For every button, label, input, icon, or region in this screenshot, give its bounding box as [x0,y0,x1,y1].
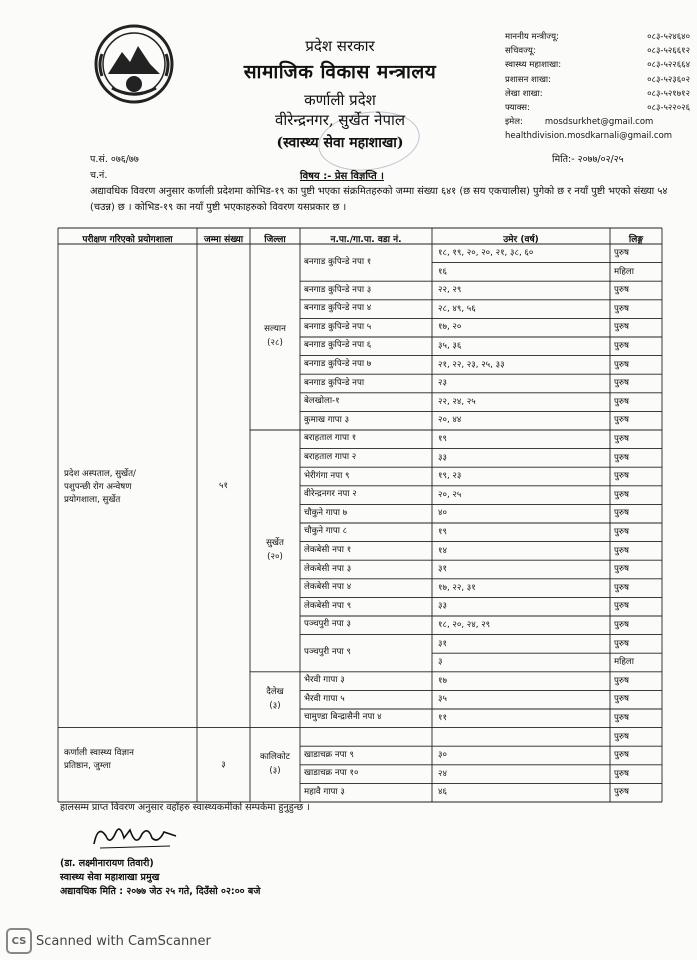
age-cell: १९, २३ [438,471,462,482]
lab-name: पशुपन्छी रोग अन्वेषण [64,481,132,492]
lab-name: कर्णाली स्वास्थ्य विज्ञान [64,747,134,758]
contact-label: सचिवज्यू: [505,46,536,57]
age-cell: २०, २५ [438,489,462,500]
district-name: दैलेख [266,686,284,697]
reference-number: प.सं. ०७६/७७ [90,154,139,165]
scanner-text: Scanned with CamScanner [36,933,211,949]
place-cell: चौकुने गापा ८ [304,526,348,537]
email-primary[interactable]: mosdsurkhet@gmail.com [544,117,654,128]
place-cell: भैरवी गापा ३ [304,675,345,686]
contact-label: फ्याक्स: [505,103,530,114]
gender-cell: पुरुष [614,434,629,444]
age-cell: १८, २०, २४, २९ [438,620,491,630]
district-name: सल्यान [264,324,286,334]
district-case-count: (२८) [267,338,283,348]
contact-value: ०८३-५२६६१२ [647,46,690,57]
gender-cell: पुरुष [614,787,629,798]
age-cell: ४६ [438,787,447,798]
age-cell: १७ [438,675,447,686]
age-cell: १६ [438,266,447,277]
gender-cell: पुरुष [614,378,629,389]
age-cell: १४ [438,545,447,556]
gender-cell: महिला [614,657,634,668]
age-cell: २०, ४४ [438,415,462,426]
district-case-count: (३) [269,700,281,711]
age-cell: ३ [438,657,443,668]
contact-value: ०८३-५२४६४० [647,32,690,42]
age-cell: ३० [438,750,447,761]
place-cell: बनगाड कुपिन्डे नपा ६ [304,340,372,351]
gender-cell: पुरुष [614,415,629,426]
lab-name: प्रदेश अस्पताल, सुर्खेत/ [64,468,136,479]
gender-cell: पुरुष [614,341,629,351]
table-header-cell: परीक्षण गरिएको प्रयोगशाला [82,235,173,245]
district-case-count: (३) [269,765,281,776]
age-cell: २४ [438,768,447,779]
age-cell: १७, २२, ३१ [438,582,476,593]
age-cell: ११ [438,713,447,723]
place-cell: बनगाड कुपिन्डे नपा [304,377,365,388]
gender-cell: पुरुष [614,322,629,333]
place-cell: चामुण्डा बिन्द्रासैनी नपा ४ [304,712,382,723]
intro-paragraph: अद्यावधिक विवरण अनुसार कर्णाली प्रदेशमा कोभिड-१९ का पुष्टी भएका संक्रमितहरुको जम्मा संख्या ६४१ (छ सय एकचालीस) पुगेको छ र नयाँ पुष्टी भएको संख्या ५४ (चउन्न) छ । कोभिड-१९ का नयाँ पुष्टी भएकाहरुको विवरण यसप्रकार छ । [90,186,668,213]
table-header-cell: न.पा./गा.पा. वडा नं. [330,235,402,245]
contact-value: ०८३-५२२०२६ [647,103,690,114]
place-cell: बराहताल गापा १ [304,433,357,444]
age-cell: १९ [438,527,447,537]
place-cell: भेरीगंगा नपा ९ [304,470,350,481]
ministry-title: सामाजिक विकास मन्त्रालय [243,61,437,83]
place-cell: पञ्चपुरी नपा ३ [304,619,351,630]
gender-cell: पुरुष [614,675,629,686]
place-cell: चौकुने गापा ७ [304,507,348,518]
place-cell: खाडाचक्र नपा ९ [304,749,354,760]
place-cell: बनगाड कुपिन्डे नपा ४ [304,303,372,314]
contact-value: ०८३-५२२६६४ [647,60,690,71]
age-cell: २२, २९ [438,285,462,296]
gender-cell: पुरुष [614,545,629,556]
gender-cell: पुरुष [614,489,629,500]
age-cell: १९ [438,434,447,444]
gender-cell: पुरुष [614,620,629,630]
division-name: (स्वास्थ्य सेवा महाशाखा) [276,135,404,151]
place-cell: बराहताल गापा २ [304,451,357,462]
subject-line: विषय :- प्रेस विज्ञप्ति । [300,171,384,182]
lab-name: प्रतिष्ठान, जुम्ला [64,760,111,771]
age-cell: २३ [438,378,447,389]
age-cell: ३३ [438,601,447,612]
gender-cell: पुरुष [614,694,629,705]
district-name: कालिकोट [259,751,291,762]
place-cell: बनगाड कुपिन्डे नपा ५ [304,321,372,332]
place-cell: खाडाचक्र नपा १० [304,768,359,779]
place-cell: लेकबेसी नपा १ [304,544,352,555]
gender-cell: पुरुष [614,248,629,258]
gender-cell: पुरुष [614,564,629,575]
gender-cell: पुरुष [614,508,629,519]
table-header-cell: लिङ्ग [628,235,644,245]
place-cell: बनगाड कुपिन्डे नपा १ [304,256,372,267]
age-cell: २२, २४, २५ [438,396,476,407]
camscanner-logo-icon: CS [6,928,32,954]
contact-label: लेखा शाखा: [505,88,543,99]
district-name: सुर्खेत [266,537,284,548]
letter-date: मिति:- २०७७/०२/२५ [552,154,624,165]
table-header-cell: जिल्ला [264,235,286,245]
place-cell: पञ्चपुरी नपा ९ [304,647,351,658]
gender-cell: पुरुष [614,359,629,370]
place-cell: बनगाड कुपिन्डे नपा ३ [304,284,372,295]
footer-note: हालसम्म प्राप्त विवरण अनुसार वहाँहरु स्वास्थ्यकर्मीको सम्पर्कमा हुनुहुन्छ । [60,802,310,813]
province-name: कर्णाली प्रदेश [304,91,376,109]
lab-name: प्रयोगशाला, सुर्खेत [64,494,121,505]
age-cell: २१, २२, २३, २५, ३३ [438,359,505,370]
scanner-watermark [0,926,211,956]
table-header-cell: उमेर (वर्ष) [503,235,539,245]
gender-cell: पुरुष [614,582,629,593]
place-cell: महावै गापा ३ [304,786,345,797]
gender-cell: पुरुष [614,527,629,537]
email-secondary[interactable]: healthdivision.mosdkarnali@gmail.com [505,131,673,142]
age-cell: ३१ [438,638,447,649]
age-cell: ३३ [438,452,447,463]
email-label: इमेल: [505,117,523,128]
gender-cell: पुरुष [614,452,629,463]
gender-cell: पुरुष [614,285,629,296]
signatory-name: (डा. लक्ष्मीनारायण तिवारी) [60,858,154,869]
age-cell: ३१ [438,564,447,575]
table-header-cell: जम्मा संख्या [203,235,244,245]
place-cell: लेकबेसी नपा ३ [304,563,352,574]
place-cell: भैरवी गापा ५ [304,693,345,704]
place-cell: वीरेन्द्रनगर नपा २ [304,489,357,500]
age-cell: १८, १९, २०, २०, २१, ३८, ६० [438,248,534,258]
gender-cell: पुरुष [614,303,629,314]
age-cell: २८, ४९, ५६ [438,303,476,314]
contact-label: प्रशासन शाखा: [505,74,551,85]
signatory-title: स्वास्थ्य सेवा महाशाखा प्रमुख [60,872,160,883]
age-cell: ४० [438,508,447,519]
place-cell: लेकबेसी नपा ४ [304,582,352,593]
gender-cell: पुरुष [614,768,629,779]
gender-cell: पुरुष [614,471,629,482]
lab-case-count: ३ [221,759,226,770]
gender-cell: पुरुष [614,750,629,761]
age-cell: १७, २० [438,322,462,333]
age-cell: ३५, ३६ [438,341,462,351]
contact-label: माननीय मन्त्रीज्यू: [505,32,559,42]
gender-cell: पुरुष [614,731,629,742]
header-line-1: प्रदेश सरकार [305,37,375,55]
place-cell: कुमाख गापा ३ [304,414,350,425]
gender-cell: पुरुष [614,396,629,407]
gender-cell: पुरुष [614,713,629,723]
contact-label: स्वास्थ्य महाशाखा: [505,60,562,71]
signature [90,818,180,854]
place-cell: बेलखोला-१ [304,396,340,407]
place-cell: लेकबेसी नपा ९ [304,600,352,611]
gender-cell: महिला [614,266,634,277]
contact-value: ०८३-५२१७१२ [647,88,690,99]
lab-case-count: ५१ [219,480,228,491]
contact-value: ०८३-५२३६०२ [647,74,690,85]
gender-cell: पुरुष [614,638,629,649]
place-cell: बनगाड कुपिन्डे नपा ७ [304,358,372,369]
dispatch-number: च.नं. [90,170,108,181]
address-line: वीरेन्द्रनगर, सुर्खेत नेपाल [274,111,406,129]
district-case-count: (२०) [267,551,283,562]
gender-cell: पुरुष [614,601,629,612]
update-timestamp: अद्यावधिक मिति : २०७७ जेठ २५ गते, दिउँसो ०२:०० बजे [60,886,261,897]
age-cell: ३५ [438,694,447,705]
